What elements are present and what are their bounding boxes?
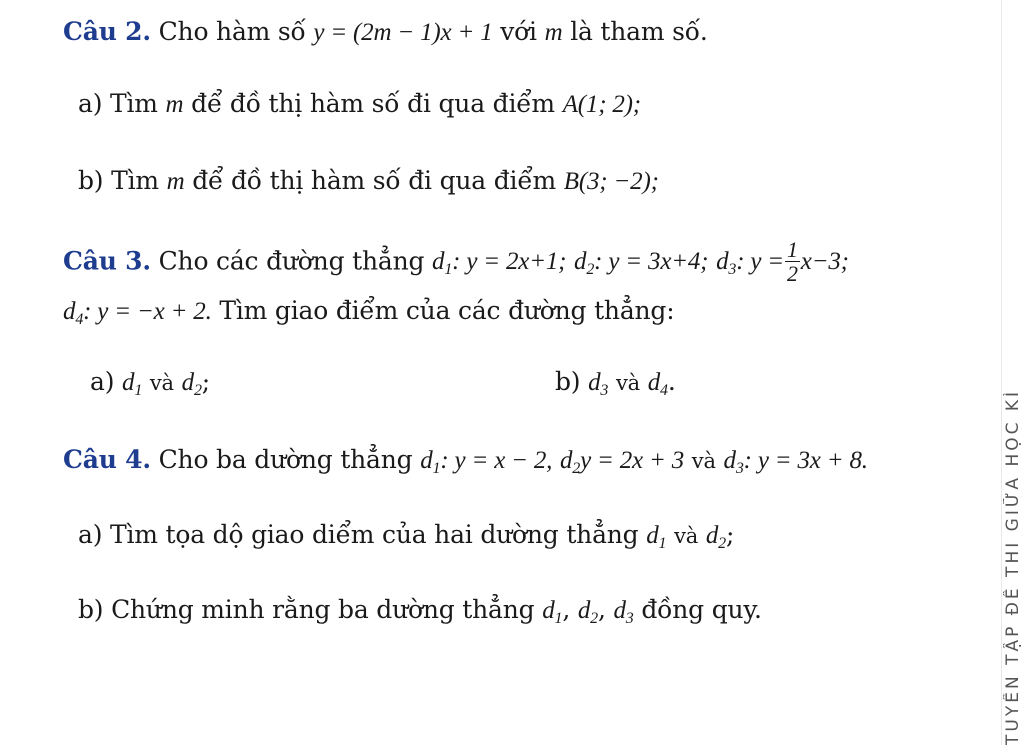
q2-a-text: để đồ thị hàm số đi qua điểm (191, 89, 555, 118)
q3-d3: $d_3$: y = $\frac{1}{2}$ x−3; (716, 237, 849, 287)
q3-a-lead: a) (90, 367, 115, 396)
q2-b-lead: b) Tìm (78, 166, 159, 195)
q3-statement-line1 (63, 237, 849, 287)
q2-b-point: B(3; −2); (563, 168, 659, 195)
q3-label: Câu 3. (63, 246, 151, 276)
q4-label: Câu 4. (63, 445, 151, 474)
q3-statement-line2 (63, 296, 674, 327)
q2-part-a (78, 89, 641, 120)
q2-b-text: để đồ thị hàm số đi qua điểm (192, 166, 557, 195)
q3-intro: Cho các đường thẳng (158, 246, 425, 276)
q4-b-tail: đồng quy. (641, 595, 762, 624)
q2-a-point: A(1; 2); (562, 91, 641, 118)
q3-d2: $d_2$: y = 3x+4; (574, 248, 709, 279)
q2-intro: Cho hàm số (158, 17, 306, 46)
q3-d1: $d_1$: y = 2x+1; (432, 248, 567, 279)
q4-intro: Cho ba dường thẳng (158, 445, 413, 474)
q3-tail: Tìm giao điểm của các đường thẳng: (219, 296, 675, 325)
q4-a-text: a) Tìm tọa dộ giao diểm của hai dường thẳng (78, 520, 639, 549)
q4-d2: $d_2y = 2x + 3$ (559, 447, 685, 477)
q3-part-b: b) $d_3$ và $d_4$. (555, 367, 676, 399)
q2-a-lead: a) Tìm (78, 89, 158, 118)
q2-part-b (78, 166, 659, 197)
q4-part-a: a) Tìm tọa dộ giao diểm của hai dường thẳng $d_1$ và $d_2$; (78, 520, 735, 552)
q4-statement: Câu 4. Cho ba dường thẳng $d_1$: y = x − 2, $d_2y = 2x + 3$ và $d_3$: y = 3x + 8. (63, 445, 868, 477)
q4-b-text: b) Chứng minh rằng ba dường thẳng (78, 595, 535, 624)
q2-a-param: m (165, 91, 184, 118)
q2-b-param: m (166, 168, 185, 195)
q4-part-b: b) Chứng minh rằng ba dường thẳng $d_1$, $d_2$, $d_3$ đồng quy. (78, 595, 762, 627)
q3-b-lead: b) (555, 367, 581, 396)
side-banner-text: TUYỂN TẬP ĐỀ THI GIỮA HỌC KÌ (1003, 388, 1023, 745)
side-banner (1001, 0, 1024, 745)
q2-param: m (544, 19, 563, 46)
q2-function: y = (2m − 1)x + 1 (313, 19, 493, 46)
q4-d1: $d_1$: y = x − 2, (420, 447, 553, 477)
q2-label: Câu 2. (63, 17, 151, 46)
q2-statement (63, 17, 708, 48)
q4-d3: $d_3$: y = 3x + 8. (723, 447, 868, 477)
q3-d4: $d_4$: y = −x + 2. (63, 298, 212, 328)
q3-fraction: $\frac{1}{2}$ (786, 237, 798, 287)
q3-part-a: a) $d_1$ và $d_2$; (90, 367, 210, 399)
q2-with: với (500, 17, 537, 46)
q2-param-text: là tham số. (570, 17, 708, 46)
